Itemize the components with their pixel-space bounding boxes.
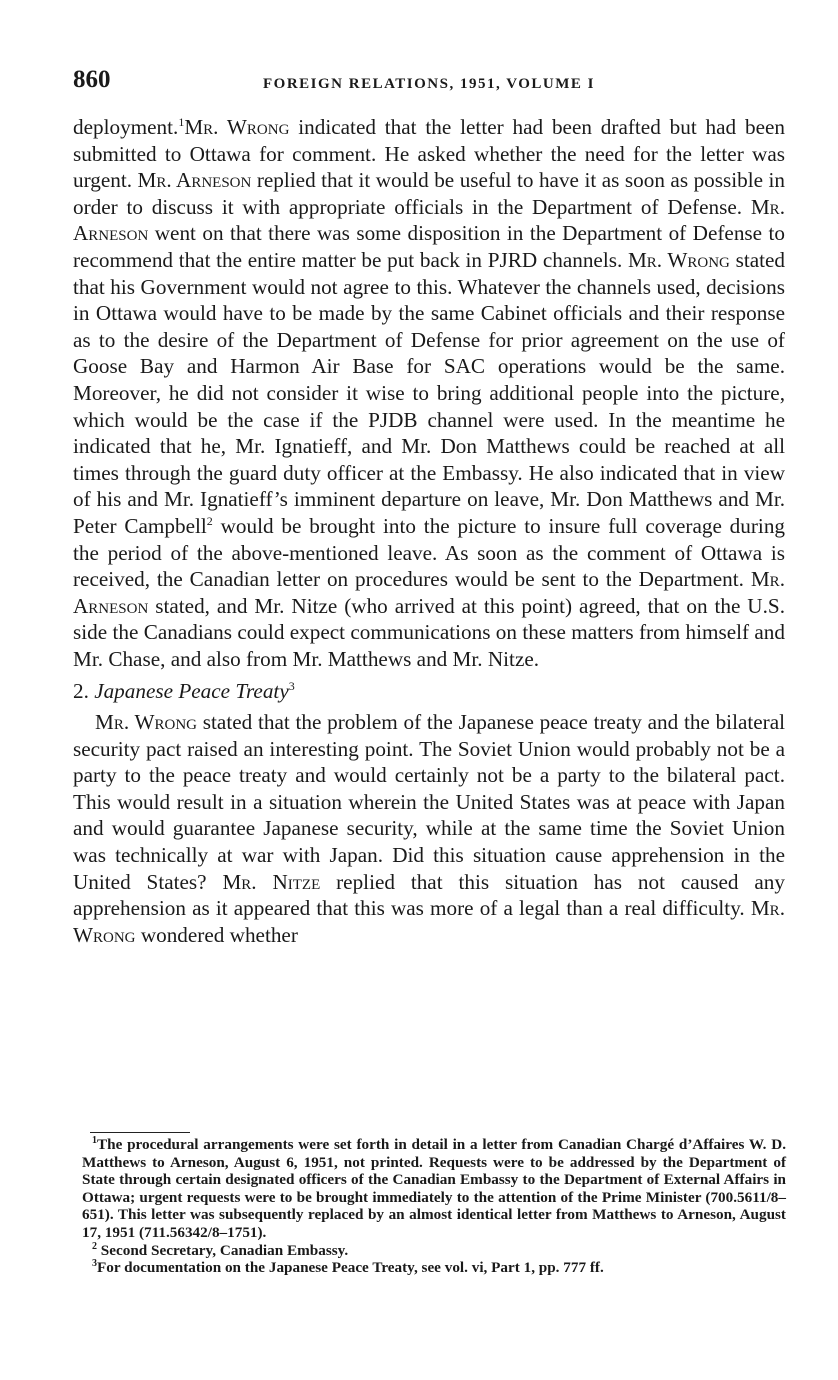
footnote-divider <box>90 1132 190 1133</box>
text-run: stated that the problem of the Japanese peace treaty and the bilateral security pact raised an interesting point. The Soviet Union would probably not be a party to the peace treaty and would certainly not be a party to the bilateral pact. This would result in a situation wherein the United States was at peace with Japan and would guarantee Japanese security, while at the same time the Soviet Union was technically at war with Japan. Did this situation cause apprehension in the United States? <box>73 710 785 894</box>
text-run: would be brought into the picture to insure full coverage during the period of the above-mentioned leave. As soon as the comment of Ottawa is received, the Canadian letter on procedures would be sent to the Department. <box>73 513 786 592</box>
text-run: wondered whether <box>135 922 298 947</box>
footnote-ref-1: 1 <box>178 115 185 129</box>
page-header <box>73 66 785 106</box>
footnote-text: For documentation on the Japanese Peace Treaty, see vol. vi, Part 1, pp. 777 ff. <box>97 1259 604 1277</box>
speaker-name: Mr. Arneson <box>137 168 252 193</box>
text-run: went on that there was some disposition in the Department of Defense to recommend that the entire matter be put back in PJRD channels. <box>73 221 785 272</box>
section-heading <box>73 678 785 705</box>
page-number: 860 <box>73 66 111 93</box>
body-text <box>73 114 785 948</box>
footnote-text: Second Secretary, Canadian Embassy. <box>100 1241 349 1259</box>
paragraph-2 <box>73 709 785 948</box>
text-run: stated that his Government would not agree to this. Whatever the channels used, decisions in Ottawa would have to be made by the same Cabinet officials and their response as to the desire of the Department of Defense for prior agreement on the use of Goose Bay and Harmon Air Base for SAC operations would be the same. Moreover, he did not consider it wise to bring additional people into the picture, which would be the case if the PJDB channel were used. In the meantime he indicated that he, Mr. Ignatieff, and Mr. Don Matthews could be reached at all times through the guard duty officer at the Embassy. He also indicated that in view of his and Mr. Ignatieff’s imminent departure on leave, Mr. Don Matthews and Mr. Peter Campbell <box>73 247 786 538</box>
text-run: replied that it would be useful to have it as soon as possible in order to discuss it with appropriate officials in the Department of Defense. <box>73 168 786 219</box>
paragraph-1 <box>73 114 785 672</box>
speaker-name: Mr. Wrong <box>73 896 785 947</box>
text-run: indicated that the letter had been drafted but had been submitted to Ottawa for comment. He asked whether the need for the letter was urgent. <box>73 115 785 193</box>
footnote-ref-2: 2 <box>206 513 213 528</box>
speaker-name: Mr. Nitze <box>222 869 321 894</box>
footnote-text: The procedural arrangements were set forth in detail in a letter from Canadian Chargé d’Affaires W. D. Matthews to Arneson, August 6, 1951, not printed. Requests were to be addressed by the Department of State through certain designated officers of the Canadian Embassy to the Department of External Affairs in Ottawa; urgent requests were to be brought immediately to the attention of the Prime Minister (700.5611/8–651). This letter was subsequently replaced by an almost identical letter from Matthews to Arneson, August 17, 1951 (711.56342/8–1751). <box>82 1136 786 1241</box>
section-title: Japanese Peace Treaty <box>94 679 289 704</box>
text-run: stated, and Mr. Nitze (who arrived at this point) agreed, that on the U.S. side the Canadians could expect communications on these matters from himself and Mr. Chase, and also from Mr. Matthews and Mr. Nitze. <box>73 593 785 671</box>
footnote-3 <box>82 1259 786 1277</box>
speaker-name: Mr. Wrong <box>184 115 290 139</box>
footnote-mark: 1 <box>92 1135 97 1146</box>
footnote-2 <box>82 1242 786 1260</box>
speaker-name: Mr. Wrong <box>627 247 730 272</box>
footnote-mark: 2 <box>92 1240 97 1252</box>
footnote-1 <box>82 1136 786 1242</box>
text-run: deployment. <box>73 115 179 139</box>
footnote-mark: 3 <box>92 1258 97 1270</box>
speaker-name: Mr. Arneson <box>73 567 785 618</box>
speaker-name: Mr. Arneson <box>73 194 785 246</box>
footnotes <box>82 1136 786 1277</box>
section-number: 2. <box>73 679 89 704</box>
text-run: replied that this situation has not caused any apprehension as it appeared that this was more of a legal than a real difficulty. <box>73 869 785 921</box>
footnote-ref-3: 3 <box>288 679 295 694</box>
running-head: FOREIGN RELATIONS, 1951, VOLUME I <box>262 76 596 92</box>
speaker-name: Mr. Wrong <box>95 710 198 735</box>
